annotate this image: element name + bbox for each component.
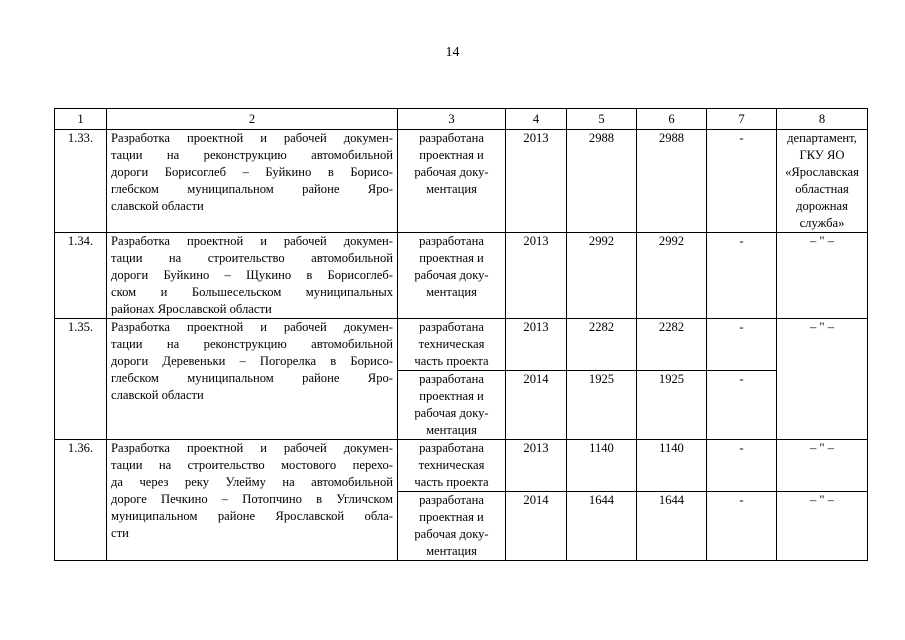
- item-value-7: -: [707, 319, 777, 371]
- table-row: [55, 233, 868, 319]
- item-name-line: славской области: [111, 199, 204, 213]
- item-name-line: Разработка проектной и рабочей докумен-: [111, 131, 393, 145]
- item-value-7: -: [707, 371, 777, 440]
- item-year: 2013: [506, 319, 567, 371]
- item-result: [398, 319, 506, 371]
- item-number: 1.35.: [55, 319, 107, 440]
- table-row: [55, 130, 868, 233]
- item-result-line: часть проекта: [414, 354, 489, 368]
- item-result-line: рабочая доку-: [414, 268, 489, 282]
- item-value-5: 1140: [567, 440, 637, 492]
- item-organization: [777, 319, 868, 440]
- item-value-7: -: [707, 440, 777, 492]
- item-value-5: 2282: [567, 319, 637, 371]
- item-name-line: глебском муниципальном районе Яро-: [111, 182, 393, 196]
- item-organization-line: областная: [795, 182, 849, 196]
- header-cell: 3: [398, 109, 506, 130]
- item-number: 1.36.: [55, 440, 107, 561]
- item-name-line: славской области: [111, 388, 204, 402]
- item-organization-line: дорожная: [796, 199, 848, 213]
- item-result-line: ментация: [426, 544, 477, 558]
- item-result: [398, 371, 506, 440]
- item-result: [398, 492, 506, 561]
- item-name-line: тации на реконструкцию автомобильной: [111, 148, 393, 162]
- item-result: [398, 440, 506, 492]
- item-result-line: рабочая доку-: [414, 165, 489, 179]
- item-name-line: тации на строительство мостового перехо-: [111, 458, 393, 472]
- item-name-line: дороги Буйкино – Щукино в Борисоглеб-: [111, 268, 393, 282]
- header-cell: 7: [707, 109, 777, 130]
- item-organization-line: департамент,: [787, 131, 857, 145]
- item-year: 2013: [506, 233, 567, 319]
- item-value-5: 1925: [567, 371, 637, 440]
- item-name: [107, 440, 398, 561]
- item-number: 1.33.: [55, 130, 107, 233]
- item-name-line: дороги Деревеньки – Погорелка в Борисо-: [111, 354, 393, 368]
- table-row: [55, 440, 868, 492]
- item-value-7: -: [707, 492, 777, 561]
- item-value-6: 1644: [637, 492, 707, 561]
- item-value-7: -: [707, 233, 777, 319]
- item-result-line: проектная и: [419, 389, 484, 403]
- item-name-line: да через реку Улейму на автомобильной: [111, 475, 393, 489]
- item-organization-line: – " –: [809, 493, 835, 507]
- item-result-line: техническая: [418, 337, 485, 351]
- item-name-line: ском и Большесельском муниципальных: [111, 285, 393, 299]
- item-result-line: проектная и: [419, 510, 484, 524]
- item-value-6: 2282: [637, 319, 707, 371]
- item-year: 2014: [506, 371, 567, 440]
- header-cell: 5: [567, 109, 637, 130]
- item-value-6: 2992: [637, 233, 707, 319]
- item-name-line: районах Ярославской области: [111, 302, 272, 316]
- item-organization-line: – " –: [809, 441, 835, 455]
- header-cell: 2: [107, 109, 398, 130]
- item-name-line: Разработка проектной и рабочей докумен-: [111, 320, 393, 334]
- program-table: [54, 108, 868, 561]
- table-row: [55, 319, 868, 371]
- item-name-line: муниципальном районе Ярославской обла-: [111, 509, 393, 523]
- item-name: [107, 130, 398, 233]
- item-name-line: тации на реконструкцию автомобильной: [111, 337, 393, 351]
- item-result-line: разработана: [419, 493, 484, 507]
- header-cell: 1: [55, 109, 107, 130]
- item-organization-line: – " –: [809, 320, 835, 334]
- item-year: 2013: [506, 130, 567, 233]
- page-number: 14: [445, 45, 460, 60]
- item-value-5: 2988: [567, 130, 637, 233]
- item-result-line: проектная и: [419, 251, 484, 265]
- item-result-line: ментация: [426, 423, 477, 437]
- item-name-line: дороги Борисоглеб – Буйкино в Борисо-: [111, 165, 393, 179]
- item-result-line: разработана: [419, 320, 484, 334]
- item-value-6: 1925: [637, 371, 707, 440]
- item-organization-line: «Ярославская: [785, 165, 859, 179]
- item-value-7: -: [707, 130, 777, 233]
- item-result-line: разработана: [419, 441, 484, 455]
- item-organization: [777, 492, 868, 561]
- header-cell: 4: [506, 109, 567, 130]
- item-value-6: 1140: [637, 440, 707, 492]
- item-name: [107, 233, 398, 319]
- item-organization-line: служба»: [799, 216, 845, 230]
- item-organization: [777, 130, 868, 233]
- item-organization-line: – " –: [809, 234, 835, 248]
- item-name: [107, 319, 398, 440]
- item-number: 1.34.: [55, 233, 107, 319]
- item-result-line: ментация: [426, 285, 477, 299]
- item-result-line: рабочая доку-: [414, 527, 489, 541]
- item-name-line: Разработка проектной и рабочей докумен-: [111, 441, 393, 455]
- item-name-line: Разработка проектной и рабочей докумен-: [111, 234, 393, 248]
- item-organization: [777, 233, 868, 319]
- item-name-line: глебском муниципальном районе Яро-: [111, 371, 393, 385]
- item-result-line: часть проекта: [414, 475, 489, 489]
- item-organization-line: ГКУ ЯО: [799, 148, 845, 162]
- item-value-5: 2992: [567, 233, 637, 319]
- item-year: 2014: [506, 492, 567, 561]
- item-name-line: дороге Печкино – Потопчино в Угличском: [111, 492, 393, 506]
- item-result-line: разработана: [419, 131, 484, 145]
- item-result-line: разработана: [419, 234, 484, 248]
- item-result-line: рабочая доку-: [414, 406, 489, 420]
- item-name-line: тации на строительство автомобильной: [111, 251, 393, 265]
- item-value-6: 2988: [637, 130, 707, 233]
- item-result-line: техническая: [418, 458, 485, 472]
- item-organization: [777, 440, 868, 492]
- item-name-line: сти: [111, 526, 129, 540]
- header-cell: 8: [777, 109, 868, 130]
- item-result-line: разработана: [419, 372, 484, 386]
- item-value-5: 1644: [567, 492, 637, 561]
- item-result: [398, 233, 506, 319]
- header-cell: 6: [637, 109, 707, 130]
- item-year: 2013: [506, 440, 567, 492]
- item-result: [398, 130, 506, 233]
- item-result-line: проектная и: [419, 148, 484, 162]
- item-result-line: ментация: [426, 182, 477, 196]
- header-row: [55, 109, 868, 130]
